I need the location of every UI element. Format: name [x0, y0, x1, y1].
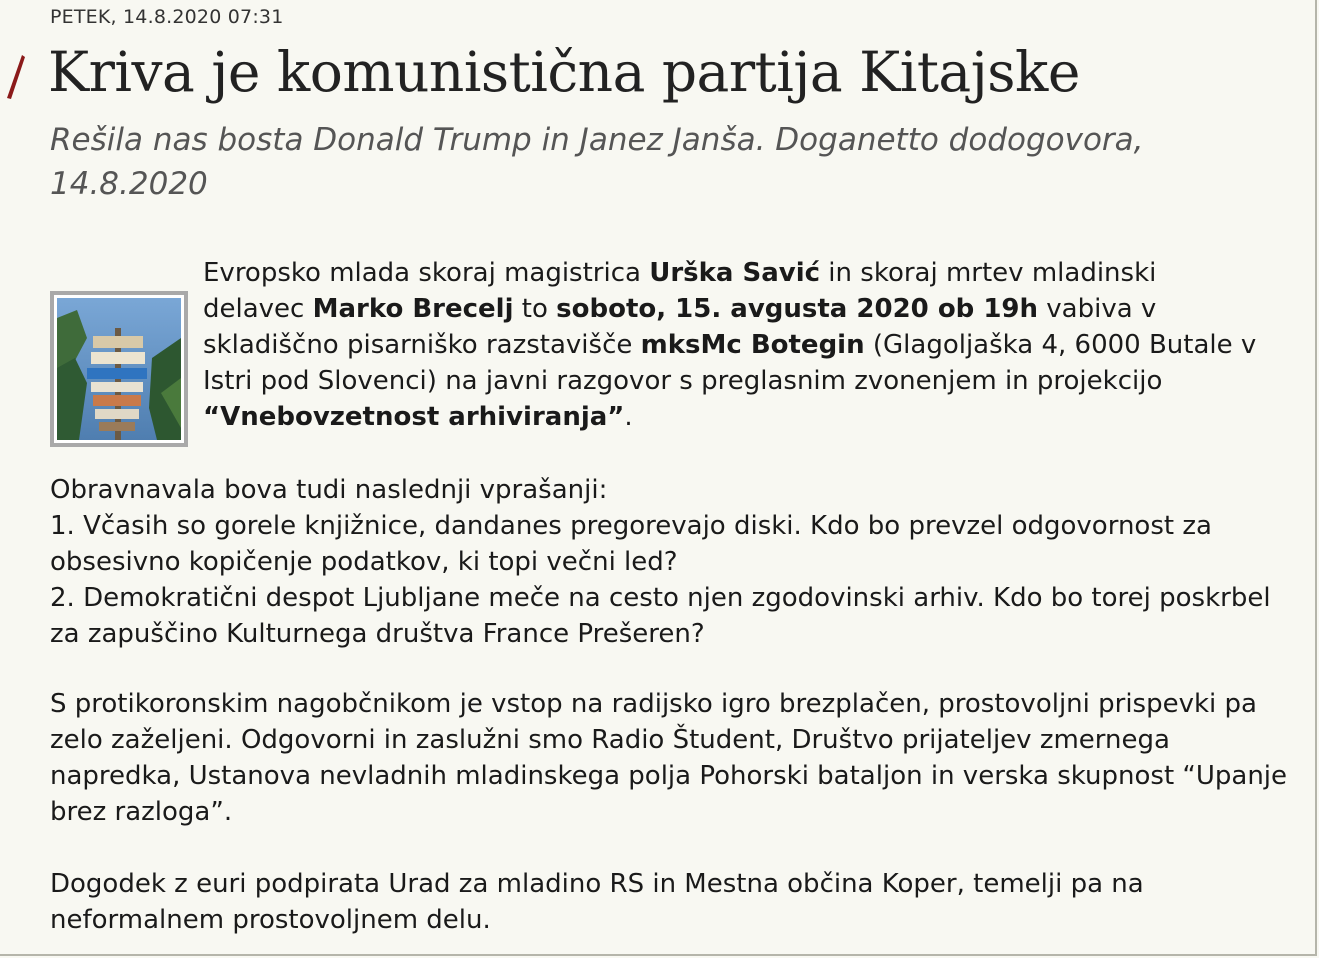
signpost-photo-icon	[57, 298, 181, 440]
article-date: PETEK, 14.8.2020 07:31	[50, 6, 284, 28]
intro-paragraph	[203, 255, 1263, 435]
article-subtitle: Rešila nas bosta Donald Trump in Janez Janša. Doganetto dodogovora, 14.8.2020	[50, 122, 1144, 202]
venue-name: mksMc Botegin	[640, 330, 865, 360]
funding-paragraph: Dogodek z euri podpirata Urad za mladino RS in Mestna občina Koper, temelji pa na neformalnem prostovoljnem delu.	[50, 869, 1144, 935]
article-title[interactable]: Kriva je komunistična partija Kitajske	[48, 40, 1080, 104]
intro-text-1: Evropsko mlada skoraj magistrica	[203, 258, 650, 288]
intro-text-4: vabiva v skladiščno pisarniško razstavišče	[203, 294, 1157, 360]
person-name-2: Marko Brecelj	[312, 294, 514, 324]
slash-accent-icon	[2, 52, 30, 102]
questions-heading: Obravnavala bova tudi naslednji vprašanji:	[50, 475, 608, 505]
question-1: 1. Včasih so gorele knjižnice, dandanes pregorevajo diski. Kdo bo prevzel odgovornost za obsesivno kopičenje podatkov, ki topi večni led?	[50, 511, 1212, 577]
intro-text-6: .	[624, 402, 633, 432]
question-2: 2. Demokratični despot Ljubljane meče na cesto njen zgodovinski arhiv. Kdo bo torej poskrbel za zapuščino Kulturnega društva France Prešeren?	[50, 583, 1271, 649]
intro-text-5: (Glagoljaška 4, 6000 Butale v Istri pod Slovenci) na javni razgovor s preglasnim zvonenjem in projekcijo	[203, 330, 1257, 396]
questions-paragraph	[50, 472, 1300, 652]
entry-paragraph: S protikoronskim nagobčnikom je vstop na radijsko igro brezplačen, prostovoljni prispevki pa zelo zaželjeni. Odgovorni in zaslužni smo Radio Študent, Društvo prijateljev zmernega napredka, Ustanova nevladnih mladinskega polja Pohorski bataljon in verska skupnost “Upanje brez razloga”.	[50, 689, 1288, 827]
intro-text-2: in skoraj mrtev mladinski delavec	[203, 258, 1157, 324]
projection-title: “Vnebovzetnost arhiviranja”	[203, 402, 625, 432]
person-name-1: Urška Savić	[649, 258, 821, 288]
event-date: soboto, 15. avgusta 2020 ob 19h	[556, 294, 1039, 324]
intro-text-3: to	[513, 294, 557, 324]
article-thumbnail[interactable]	[50, 291, 188, 447]
